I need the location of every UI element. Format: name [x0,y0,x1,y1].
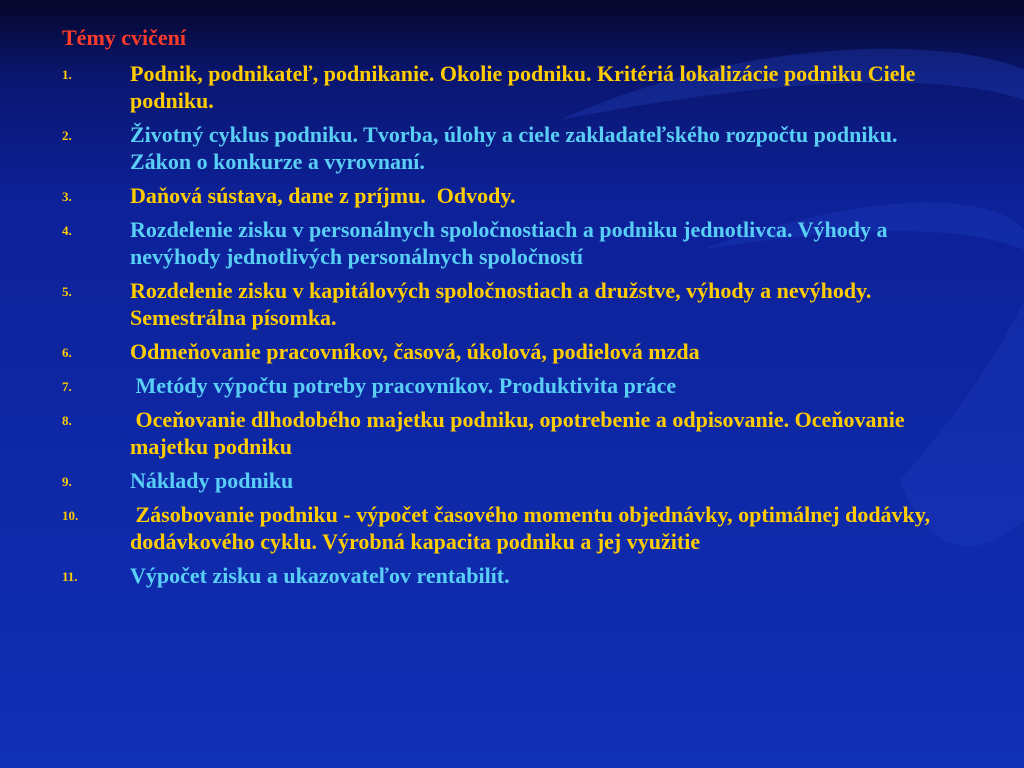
topic-number: 8. [62,413,72,428]
topic-text: Náklady podniku [130,468,294,493]
topic-number: 11. [62,569,78,584]
topic-item [0,182,950,209]
topic-number: 4. [62,223,72,238]
topic-number: 1. [62,67,72,82]
topic-item [0,121,950,175]
topic-text: Rozdelenie zisku v personálnych spoločnostiach a podniku jednotlivca. Výhody a nevýhody jednotlivých personálnych spoločností [130,217,893,269]
topic-item [0,277,950,331]
topic-item [0,562,950,589]
topic-item [0,338,950,365]
topic-number: 7. [62,379,72,394]
topic-text: Podnik, podnikateľ, podnikanie. Okolie podniku. Kritériá lokalizácie podniku Ciele podniku. [130,61,921,113]
topic-text: Rozdelenie zisku v kapitálových spoločnostiach a družstve, výhody a nevýhody. Semestrálna písomka. [130,278,877,330]
topic-number: 6. [62,345,72,360]
topic-item [0,467,950,494]
topic-number: 5. [62,284,72,299]
topic-number: 10. [62,508,79,523]
topic-text: Oceňovanie dlhodobého majetku podniku, opotrebenie a odpisovanie. Oceňovanie majetku podniku [130,407,911,459]
topic-number: 3. [62,189,72,204]
topic-number: 9. [62,474,72,489]
topic-text: Výpočet zisku a ukazovateľov rentabilít. [130,563,510,588]
topic-item [0,406,950,460]
topic-text: Zásobovanie podniku - výpočet časového momentu objednávky, optimálnej dodávky, dodávkového cyklu. Výrobná kapacita podniku a jej využitie [130,502,936,554]
topic-text: Daňová sústava, dane z príjmu. Odvody. [130,183,516,208]
topic-list [0,60,1024,596]
topic-text: Odmeňovanie pracovníkov, časová, úkolová, podielová mzda [130,339,700,364]
topic-item [0,60,950,114]
topic-item [0,372,950,399]
topic-item [0,501,950,555]
topic-number: 2. [62,128,72,143]
topic-item [0,216,950,270]
slide-title: Témy cvičení [62,25,187,50]
topic-text: Životný cyklus podniku. Tvorba, úlohy a ciele zakladateľského rozpočtu podniku. Zákon o konkurze a vyrovnaní. [130,122,903,174]
topic-text: Metódy výpočtu potreby pracovníkov. Produktivita práce [130,373,677,398]
